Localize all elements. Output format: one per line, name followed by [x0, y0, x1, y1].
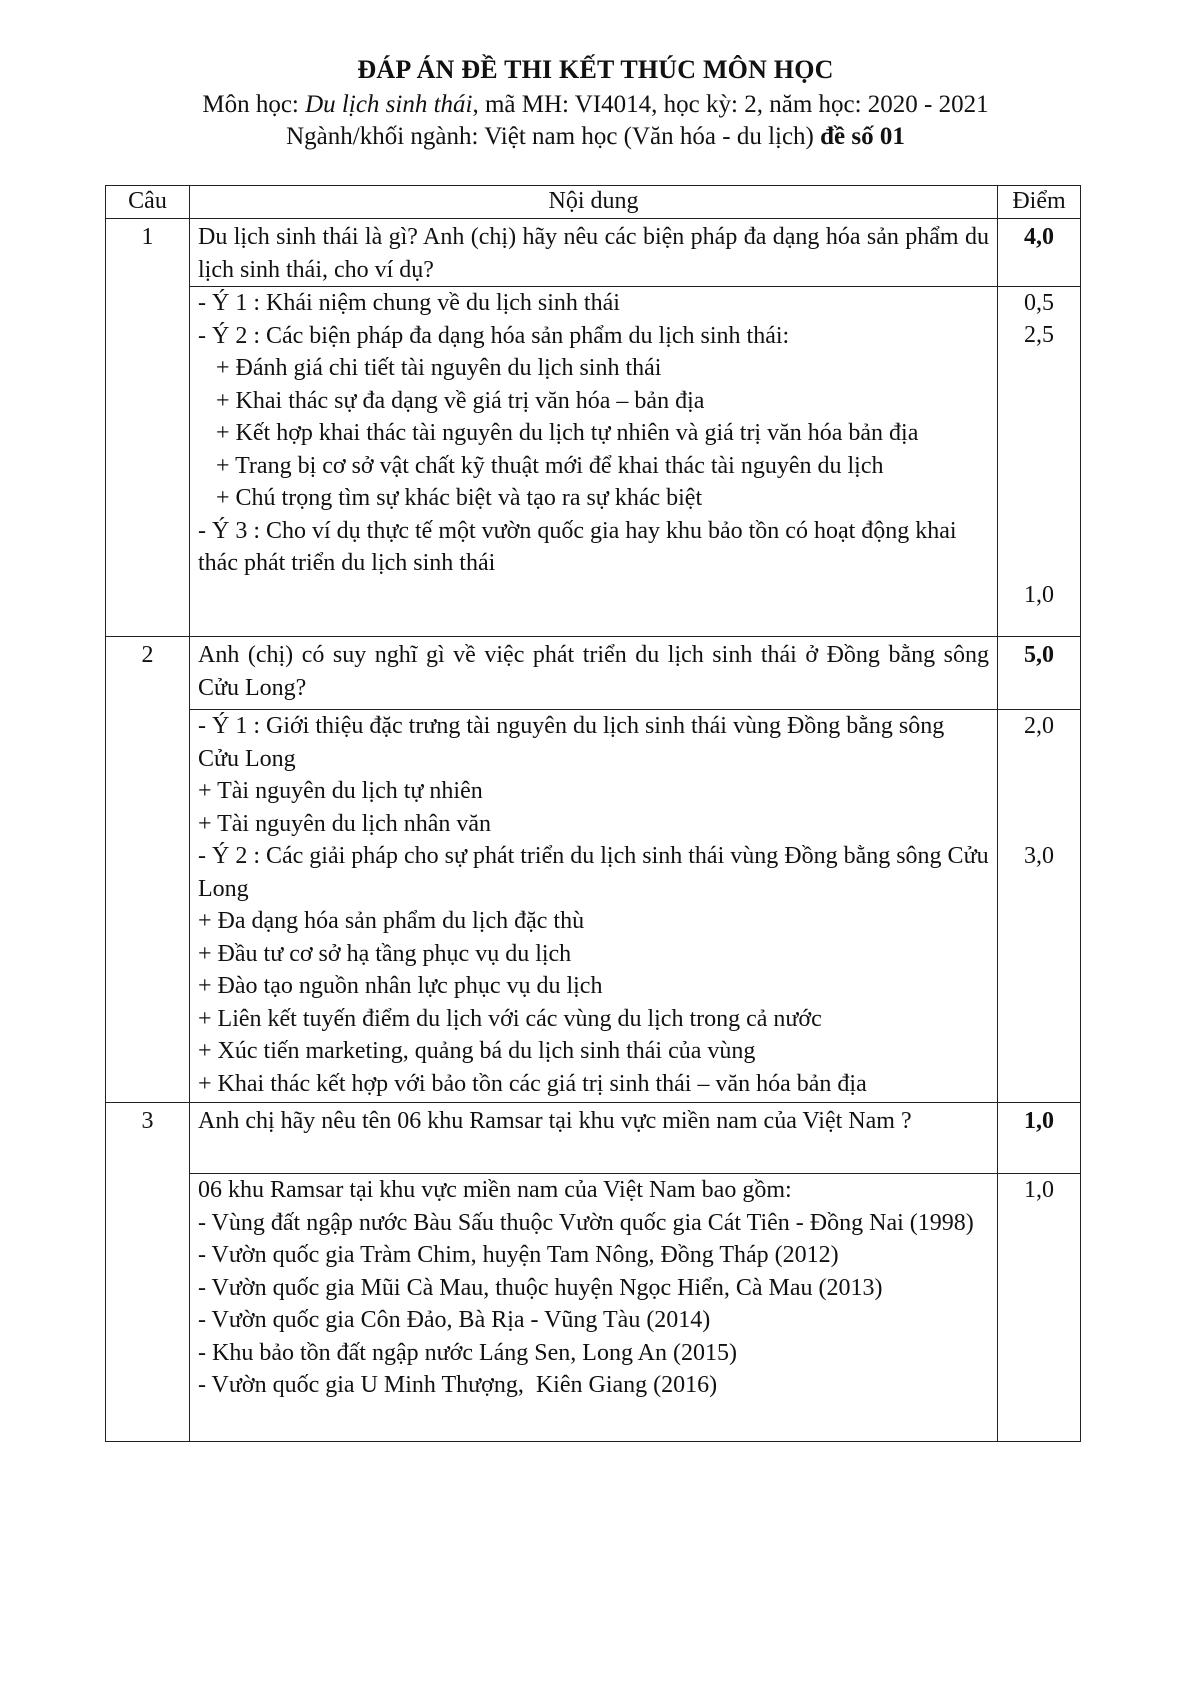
question-text: Anh (chị) có suy nghĩ gì về việc phát triển du lịch sinh thái ở Đồng bằng sông Cửu Long?: [190, 637, 998, 710]
course-label: Môn học:: [202, 91, 306, 118]
answer-line: + Khai thác kết hợp với bảo tồn các giá trị sinh thái – văn hóa bản địa: [198, 1070, 867, 1097]
question-text: Anh chị hãy nêu tên 06 khu Ramsar tại khu vực miền nam của Việt Nam ?: [190, 1103, 998, 1174]
answer-scores: [998, 1174, 1081, 1442]
sub-score: 3,0: [1024, 843, 1054, 869]
question-number: 2: [106, 637, 190, 1103]
sub-score: 1,0: [1024, 1177, 1054, 1203]
table-header-row: [106, 186, 1081, 219]
sub-score: 2,0: [1024, 713, 1054, 739]
question-row: [106, 1103, 1081, 1174]
answer-content: [190, 710, 998, 1103]
answer-line: - Ý 1 : Giới thiệu đặc trưng tài nguyên du lịch sinh thái vùng Đồng bằng sông Cửu Long: [198, 713, 951, 772]
answer-line: - Vườn quốc gia Côn Đảo, Bà Rịa - Vũng Tàu (2014): [198, 1307, 711, 1333]
answer-row: [106, 1174, 1081, 1442]
header-noidung: Nội dung: [190, 186, 998, 219]
answer-content: [190, 1174, 998, 1442]
answer-line: + Chú trọng tìm sự khác biệt và tạo ra sự khác biệt: [198, 485, 703, 511]
major-label: Ngành/khối ngành: Việt nam học (Văn hóa - du lịch): [286, 123, 821, 150]
question-row: [106, 637, 1081, 710]
answer-line: + Đào tạo nguồn nhân lực phục vụ du lịch: [198, 973, 603, 999]
question-row: [106, 219, 1081, 287]
question-total-score: 5,0: [998, 637, 1081, 710]
answer-line: + Khai thác sự đa dạng về giá trị văn hóa – bản địa: [198, 387, 705, 414]
question-text: Du lịch sinh thái là gì? Anh (chị) hãy nêu các biện pháp đa dạng hóa sản phẩm du lịch sinh thái, cho ví dụ?: [190, 219, 998, 287]
answer-table: [105, 185, 1081, 1442]
course-details: , mã MH: VI4014, học kỳ: 2, năm học: 2020 - 2021: [472, 91, 989, 118]
answer-line: - Khu bảo tồn đất ngập nước Láng Sen, Long An (2015): [198, 1339, 737, 1366]
answer-line: - Vùng đất ngập nước Bàu Sấu thuộc Vườn quốc gia Cát Tiên - Đồng Nai (1998): [198, 1209, 974, 1236]
sub-score: 2,5: [1024, 322, 1054, 348]
header-cau: Câu: [106, 186, 190, 219]
answer-line: - Ý 3 : Cho ví dụ thực tế một vườn quốc gia hay khu bảo tồn có hoạt động khai thác phát triển du lịch sinh thái: [198, 517, 963, 576]
question-total-score: 1,0: [998, 1103, 1081, 1174]
answer-line: 06 khu Ramsar tại khu vực miền nam của Việt Nam bao gồm:: [198, 1177, 792, 1203]
course-subject: Du lịch sinh thái: [305, 91, 473, 118]
answer-line: - Ý 2 : Các giải pháp cho sự phát triển du lịch sinh thái vùng Đồng bằng sông Cửu Long: [198, 843, 995, 902]
answer-row: [106, 710, 1081, 1103]
sub-score: 1,0: [1024, 582, 1054, 608]
answer-line: + Liên kết tuyến điểm du lịch với các vùng du lịch trong cả nước: [198, 1005, 822, 1032]
answer-line: - Vườn quốc gia Mũi Cà Mau, thuộc huyện Ngọc Hiển, Cà Mau (2013): [198, 1274, 883, 1301]
answer-line: + Tài nguyên du lịch nhân văn: [198, 810, 492, 837]
answer-line: - Ý 2 : Các biện pháp đa dạng hóa sản phẩm du lịch sinh thái:: [198, 322, 790, 349]
answer-line: - Ý 1 : Khái niệm chung về du lịch sinh thái: [198, 290, 620, 316]
question-total-score: 4,0: [998, 219, 1081, 287]
answer-line: + Kết hợp khai thác tài nguyên du lịch tự nhiên và giá trị văn hóa bản địa: [198, 420, 919, 446]
answer-line: + Trang bị cơ sở vật chất kỹ thuật mới để khai thác tài nguyên du lịch: [198, 452, 884, 479]
answer-content: [190, 287, 998, 637]
answer-line: + Đa dạng hóa sản phẩm du lịch đặc thù: [198, 908, 585, 934]
answer-line: - Vườn quốc gia Tràm Chim, huyện Tam Nông, Đồng Tháp (2012): [198, 1242, 839, 1268]
answer-line: - Vườn quốc gia U Minh Thượng, Kiên Giang (2016): [198, 1372, 718, 1398]
question-number: 1: [106, 219, 190, 637]
question-number: 3: [106, 1103, 190, 1442]
sub-score: 0,5: [1024, 290, 1054, 316]
exam-number: đề số 01: [820, 123, 905, 150]
major-info-line: [0, 123, 1191, 151]
header-diem: Điểm: [998, 186, 1081, 219]
answer-line: + Tài nguyên du lịch tự nhiên: [198, 778, 483, 804]
answer-line: + Đánh giá chi tiết tài nguyên du lịch sinh thái: [198, 355, 662, 381]
answer-line: + Xúc tiến marketing, quảng bá du lịch sinh thái của vùng: [198, 1038, 756, 1064]
answer-scores: [998, 710, 1081, 1103]
course-info-line: [0, 91, 1191, 119]
answer-scores: [998, 287, 1081, 637]
document-title: ĐÁP ÁN ĐỀ THI KẾT THÚC MÔN HỌC: [357, 55, 834, 84]
answer-row: [106, 287, 1081, 637]
answer-line: + Đầu tư cơ sở hạ tầng phục vụ du lịch: [198, 940, 572, 967]
